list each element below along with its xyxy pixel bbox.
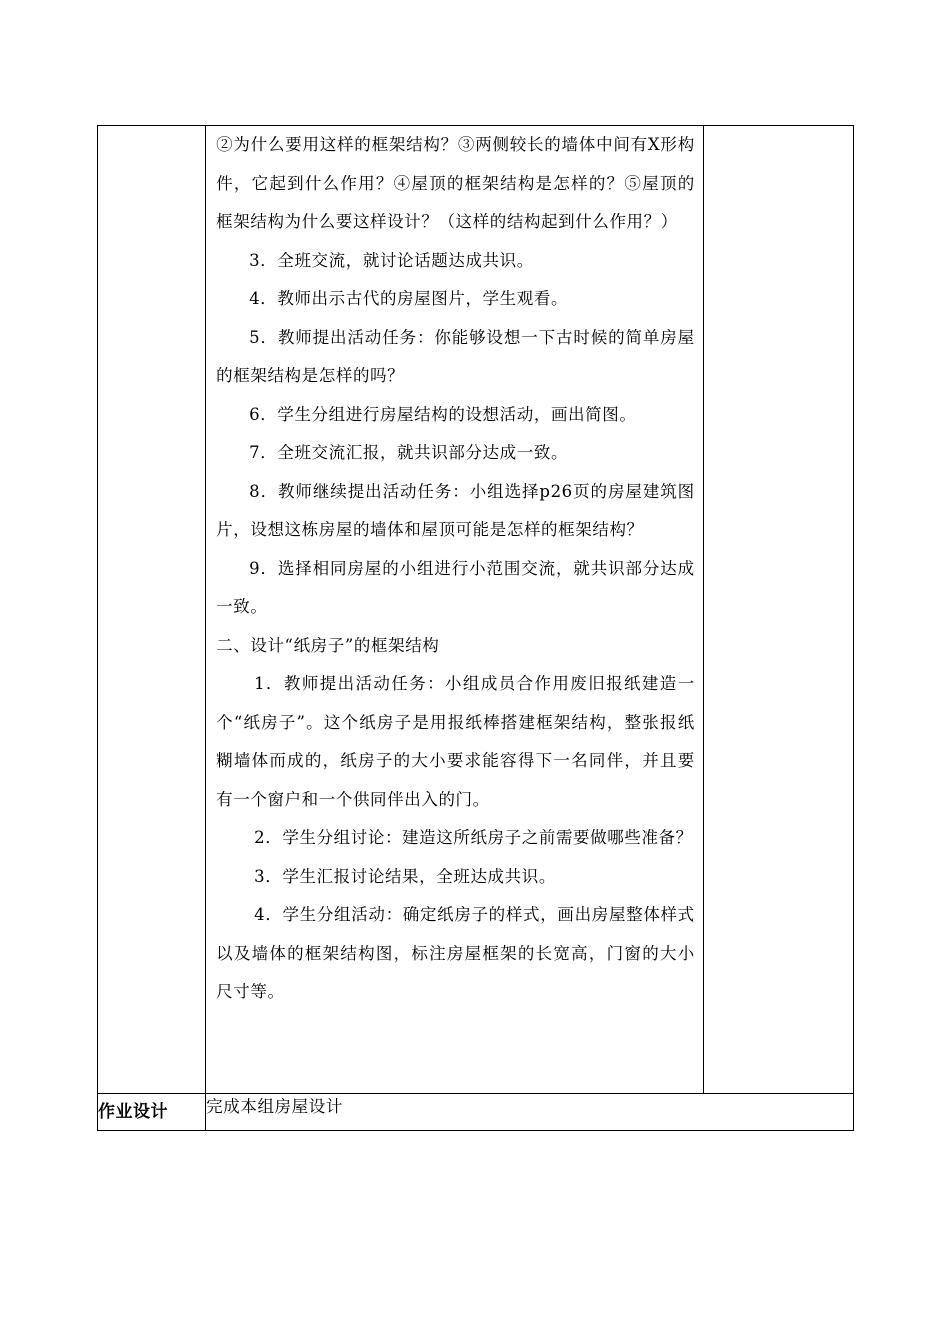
process-label-cell xyxy=(98,126,206,1094)
paragraph-design-4: 4．学生分组活动：确定纸房子的样式，画出房屋整体样式以及墙体的框架结构图，标注房屋框架的长宽高，门窗的大小尺寸等。 xyxy=(216,905,695,1001)
paragraph-design-3: 3．学生汇报讨论结果，全班达成共识。 xyxy=(254,866,556,886)
process-row xyxy=(98,126,854,1094)
paragraph-step-6: 6．学生分组进行房屋结构的设想活动，画出简图。 xyxy=(249,404,637,424)
notes-cell xyxy=(703,126,853,1094)
paragraph-design-1: 1．教师提出活动任务：小组成员合作用废旧报纸建造一个“纸房子”。这个纸房子是用报纸棒搭建框架结构，整张报纸糊墙体而成的，纸房子的大小要求能容得下一名同伴，并且要有一个窗户和一个供同伴出入的门。 xyxy=(216,674,695,809)
paragraph-step-3: 3．全班交流，就讨论话题达成共识。 xyxy=(249,250,534,270)
process-content-cell xyxy=(206,126,704,1094)
paragraph-step-4: 4．教师出示古代的房屋图片，学生观看。 xyxy=(249,289,569,308)
paragraph-step-7: 7．全班交流汇报，就共识部分达成一致。 xyxy=(249,443,569,462)
homework-row xyxy=(98,1094,854,1131)
paragraph-questions: ②为什么要用这样的框架结构？③两侧较长的墙体中间有X形构件，它起到什么作用？④屋顶的框架结构是怎样的？⑤屋顶的框架结构为什么要这样设计？（这样的结构起到什么作用？） xyxy=(216,135,695,231)
homework-value: 完成本组房屋设计 xyxy=(206,1094,854,1131)
paragraph-step-9: 9．选择相同房屋的小组进行小范围交流，就共识部分达成一致。 xyxy=(216,558,695,616)
paragraph-step-5: 5．教师提出活动任务：你能够设想一下古时候的简单房屋的框架结构是怎样的吗？ xyxy=(216,327,695,385)
paragraph-step-8: 8．教师继续提出活动任务：小组选择p26页的房屋建筑图片，设想这栋房屋的墙体和屋顶可能是怎样的框架结构？ xyxy=(216,481,695,539)
section-heading: 二、设计“纸房子”的框架结构 xyxy=(216,635,440,655)
lesson-plan-table xyxy=(97,125,854,1131)
homework-label: 作业设计 xyxy=(98,1094,206,1131)
lesson-content xyxy=(206,126,703,1012)
paragraph-design-2: 2．学生分组讨论：建造这所纸房子之前需要做哪些准备？ xyxy=(254,828,693,847)
